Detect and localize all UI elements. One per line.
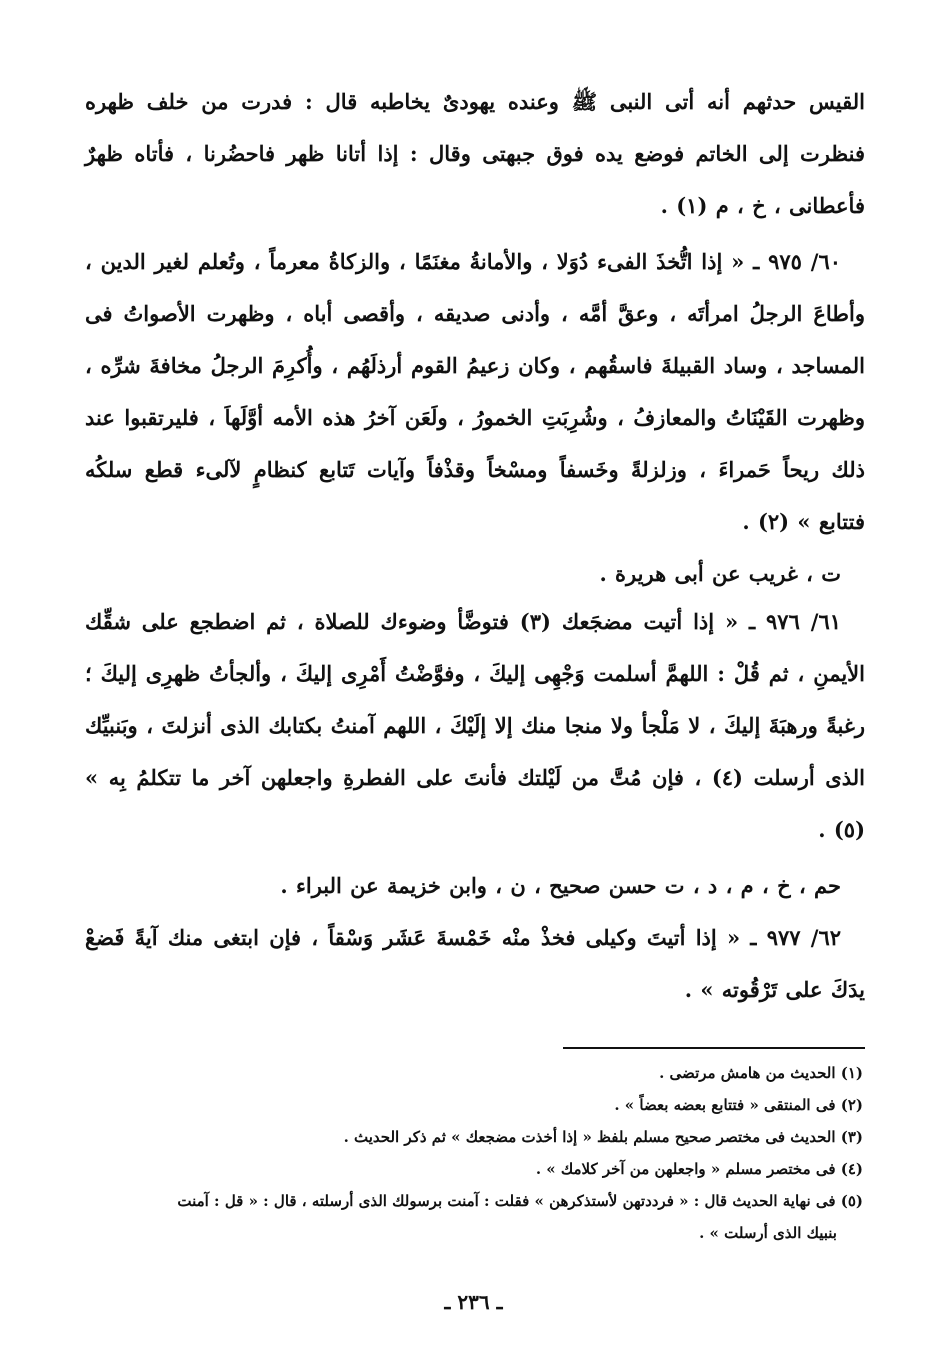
footnote-1: (١) الحديث من هامش مرتضى . (659, 1064, 863, 1082)
footnote-5: (٥) فى نهاية الحديث قال : « فرددتهن لأستذكرهن » فقلت : آمنت برسولك الذى أرسلته ، قال : « قل : آمنت (177, 1192, 863, 1210)
hadith-61 (85, 596, 865, 856)
hadith-61-source (85, 860, 865, 912)
hadith-60 (85, 236, 865, 548)
hadith-60-source (85, 548, 865, 600)
paragraph-text: ٦١/ ٩٧٦ ـ « إذا أتيت مضجَعك (٣) فتوضَّأ وضوءك للصلاة ، ثم اضطجع على شقِّك الأيمنِ ، ثم قُلْ : اللهمَّ أسلمت وَجْهِى إليكَ ، وفوَّضْتُ أَمْرِى إليكَ ، وألجأتُ ظهرِى إليكَ ؛ رغبةً ورهبَةَ إليكَ ، لا مَلْجأ ولا منجا منك إلا إلَيْكَ ، اللهم آمنتُ بكتابك الذى أنزلتَ ، وبَنبيِّك الذى أرسلت (٤) ، فإن مُتَّ من لَيْلتك فأنتَ على الفطرةِ واجعلهن آخر ما تتكلمُ بِه » (٥) . (85, 609, 865, 842)
footnote-3: (٣) الحديث فى مختصر صحيح مسلم بلفظ « إذا أخذت مضجعك » ثم ذكر الحديث . (343, 1128, 863, 1146)
footnote-5-continuation: بنبيك الذى أرسلت » . (699, 1224, 837, 1242)
footnote-2: (٢) فى المنتقى « فتتابع بعضه بعضاً » . (614, 1096, 863, 1114)
footnote-4: (٤) فى مختصر مسلم « واجعلهن من آخر كلامك » . (535, 1160, 863, 1178)
paragraph-text: ٦٢/ ٩٧٧ ـ « إذا أتيتَ وكيلى فخذْ منْه خَمْسةَ عَشَر وَسْقاً ، فإن ابتغى منك آيةً فَضعْ يدَكَ على تَرْقُوته » . (85, 925, 865, 1002)
page-number: ـ ٢٣٦ ـ (444, 1290, 503, 1314)
paragraph-text: ٦٠/ ٩٧٥ ـ « إذا اتُّخذَ الفىء دُوَلا ، والأمانةُ مغنَمًا ، والزكاةُ معرماً ، وتُعلم لغير الدين ، وأطاعَ الرجلُ امرأتَه ، وعقَّ أمَّه ، وأدنى صديقه ، وأقصى أباه ، وظهرت الأصواتُ فى المساجد ، وساد القبيلةَ فاسقُهم ، وكان زعيمُ القوم أرذلَهُم ، وأُكرِمَ الرجلُ مخافةَ شرِّه ، وظهرت القَيْنَاتُ والمعازفُ ، وشُرِبَتِ الخمورُ ، ولَعَن آخرُ هذه الأمه أوَّلَهاَ ، فليرتقبوا عند ذلك ريحاً حَمراءَ ، وزلزلةً وخَسفاً ومسْخاً وقذْفاً وآيات تَتابع كنظامٍ لآلىء قطع سلكُه فتتابع » (٢) . (85, 249, 865, 534)
source-line: ت ، غريب عن أبى هريرة . (599, 561, 841, 586)
source-line: حم ، خ ، م ، د ، ت حسن صحيح ، ن ، وابن خزيمة عن البراء . (280, 873, 841, 898)
hadith-59-continuation (85, 76, 865, 232)
footnote-separator (563, 1047, 865, 1049)
footnotes (83, 1057, 863, 1249)
hadith-62 (85, 912, 865, 1016)
paragraph-text: القيس حدثهم أنه أتى النبى ﷺ وعنده يهودىٌ يخاطبه قال : فدرت من خلف ظهره فنظرت إلى الخاتم فوضع يده فوق جبهتى وقال : إذا أتانا ظهر فاحضُرنا ، فأتاه ظهرٌ فأعطانى ، خ ، م (١) . (85, 89, 865, 218)
